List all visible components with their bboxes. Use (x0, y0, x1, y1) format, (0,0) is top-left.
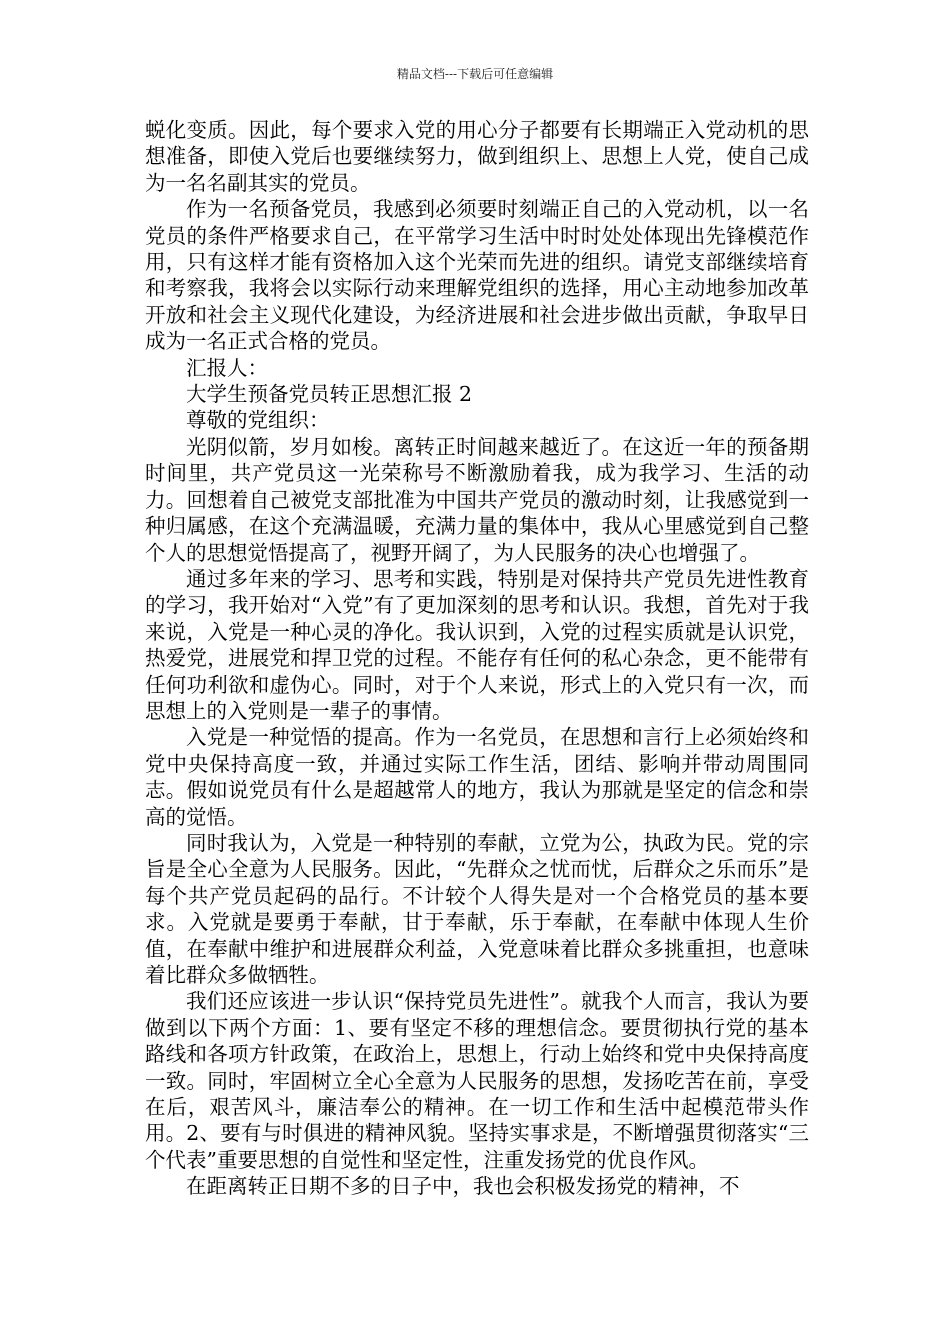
document-body (145, 117, 809, 1200)
paragraph-6: 光阴似箭，岁月如梭。离转正时间越来越近了。在这近一年的预备期时间里，共产党员这一光荣称号不断激励着我，成为我学习、生活的动力。回想着自己被党支部批准为中国共产党员的激动时刻，让我感觉到一种归属感，在这个充满温暖，充满力量的集体中，我从心里感觉到自己整个人的思想觉悟提高了，视野开阔了，为人民服务的决心也增强了。 (145, 434, 809, 565)
paragraph-8: 入党是一种觉悟的提高。作为一名党员，在思想和言行上必须始终和党中央保持高度一致，并通过实际工作生活，团结、影响并带动周围同志。假如说党员有什么是超越常人的地方，我认为那就是坚定的信念和崇高的觉悟。 (145, 725, 809, 829)
paragraph-11: 在距离转正日期不多的日子中，我也会积极发扬党的精神，不 (186, 1174, 740, 1199)
report-title: 大学生预备党员转正思想汇报 2 (186, 382, 473, 407)
paragraph-9: 同时我认为，入党是一种特别的奉献，立党为公，执政为民。党的宗旨是全心全意为人民服务。因此，“先群众之忧而忧，后群众之乐而乐”是每个共产党员起码的品行。不计较个人得失是对一个合格党员的基本要求。入党就是要勇于奉献，甘于奉献，乐于奉献，在奉献中体现人生价值，在奉献中维护和进展群众利益，入党意味着比群众多挑重担，也意味着比群众多做牺牲。 (145, 830, 809, 987)
paragraph-7: 通过多年来的学习、思考和实践，特别是对保持共产党员先进性教育的学习，我开始对“入党”有了更加深刻的思考和认识。我想，首先对于我来说，入党是一种心灵的净化。我认识到，入党的过程实质就是认识党，热爱党，进展党和捍卫党的过程。不能存有任何的私心杂念，更不能带有任何功利欲和虚伪心。同时，对于个人来说，形式上的入党只有一次，而思想上的入党则是一辈子的事情。 (145, 566, 809, 723)
salutation: 尊敬的党组织： (186, 408, 330, 433)
paragraph-1: 蜕化变质。因此，每个要求入党的用心分子都要有长期端正入党动机的思想准备，即使入党后也要继续努力，做到组织上、思想上人党，使自己成为一名名副其实的党员。 (145, 118, 809, 195)
reporter-line: 汇报人： (186, 355, 268, 380)
paragraph-10: 我们还应该进一步认识“保持党员先进性”。就我个人而言，我认为要做到以下两个方面：1、要有坚定不移的理想信念。要贯彻执行党的基本路线和各项方针政策，在政治上，思想上，行动上始终和党中央保持高度一致。同时，牢固树立全心全意为人民服务的思想，发扬吃苦在前，享受在后，艰苦风斗，廉洁奉公的精神。在一切工作和生活中起模范带头作用。2、要有与时俱进的精神风貌。坚持实事求是，不断增强贯彻落实“三个代表”重要思想的自觉性和坚定性，注重发扬党的优良作风。 (145, 989, 809, 1172)
paragraph-2: 作为一名预备党员，我感到必须要时刻端正自己的入党动机，以一名党员的条件严格要求自己，在平常学习生活中时时处处体现出先锋模范作用，只有这样才能有资格加入这个光荣而先进的组织。请党支部继续培育和考察我，我将会以实际行动来理解党组织的选择，用心主动地参加改革开放和社会主义现代化建设，为经济进展和社会进步做出贡献，争取早日成为一名正式合格的党员。 (145, 197, 809, 354)
page-header: 精品文档---下载后可任意编辑 (396, 67, 554, 81)
